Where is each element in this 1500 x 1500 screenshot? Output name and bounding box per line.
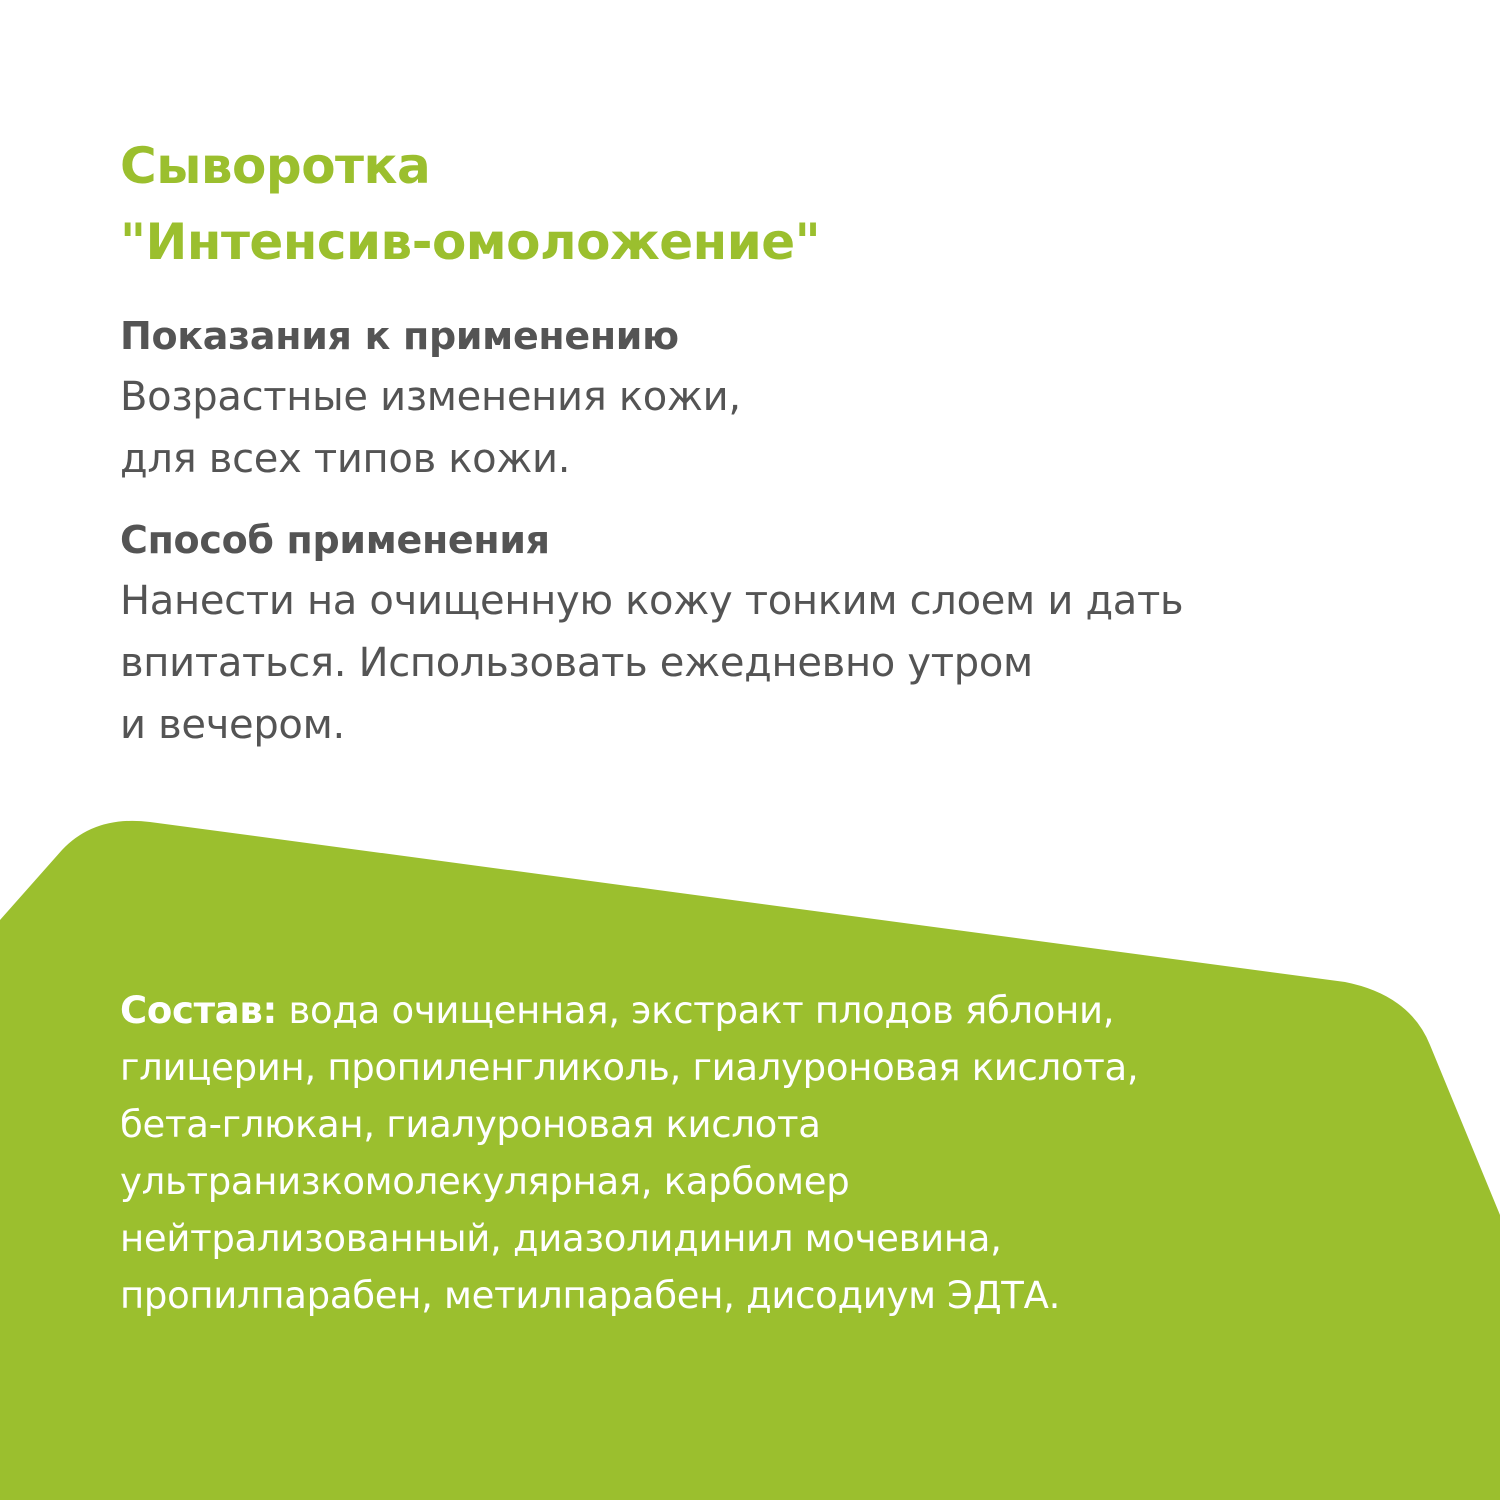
usage-section — [120, 510, 1420, 756]
composition-label: Состав: — [120, 989, 278, 1032]
top-text-block — [120, 128, 1420, 756]
product-title-line-1: Сыворотка — [120, 137, 431, 195]
product-title — [120, 128, 1420, 280]
indications-text: Возрастные изменения кожи, для всех типов кожи. — [120, 374, 741, 482]
usage-text: Нанести на очищенную кожу тонким слоем и дать впитаться. Использовать ежедневно утром и вечером. — [120, 578, 1184, 748]
composition-section — [120, 982, 1400, 1324]
usage-heading: Способ применения — [120, 518, 550, 562]
composition-text: вода очищенная, экстракт плодов яблони, глицерин, пропиленгликоль, гиалуроновая кислота, бета-глюкан, гиалуроновая кислота ультранизкомолекулярная, карбомер нейтрализованный, диазолидинил мочевина, пропилпарабен, метилпарабен, дисодиум ЭДТА. — [120, 989, 1139, 1317]
indications-heading: Показания к применению — [120, 314, 679, 358]
product-title-line-2: "Интенсив-омоложение" — [120, 213, 821, 271]
indications-section — [120, 306, 1420, 490]
